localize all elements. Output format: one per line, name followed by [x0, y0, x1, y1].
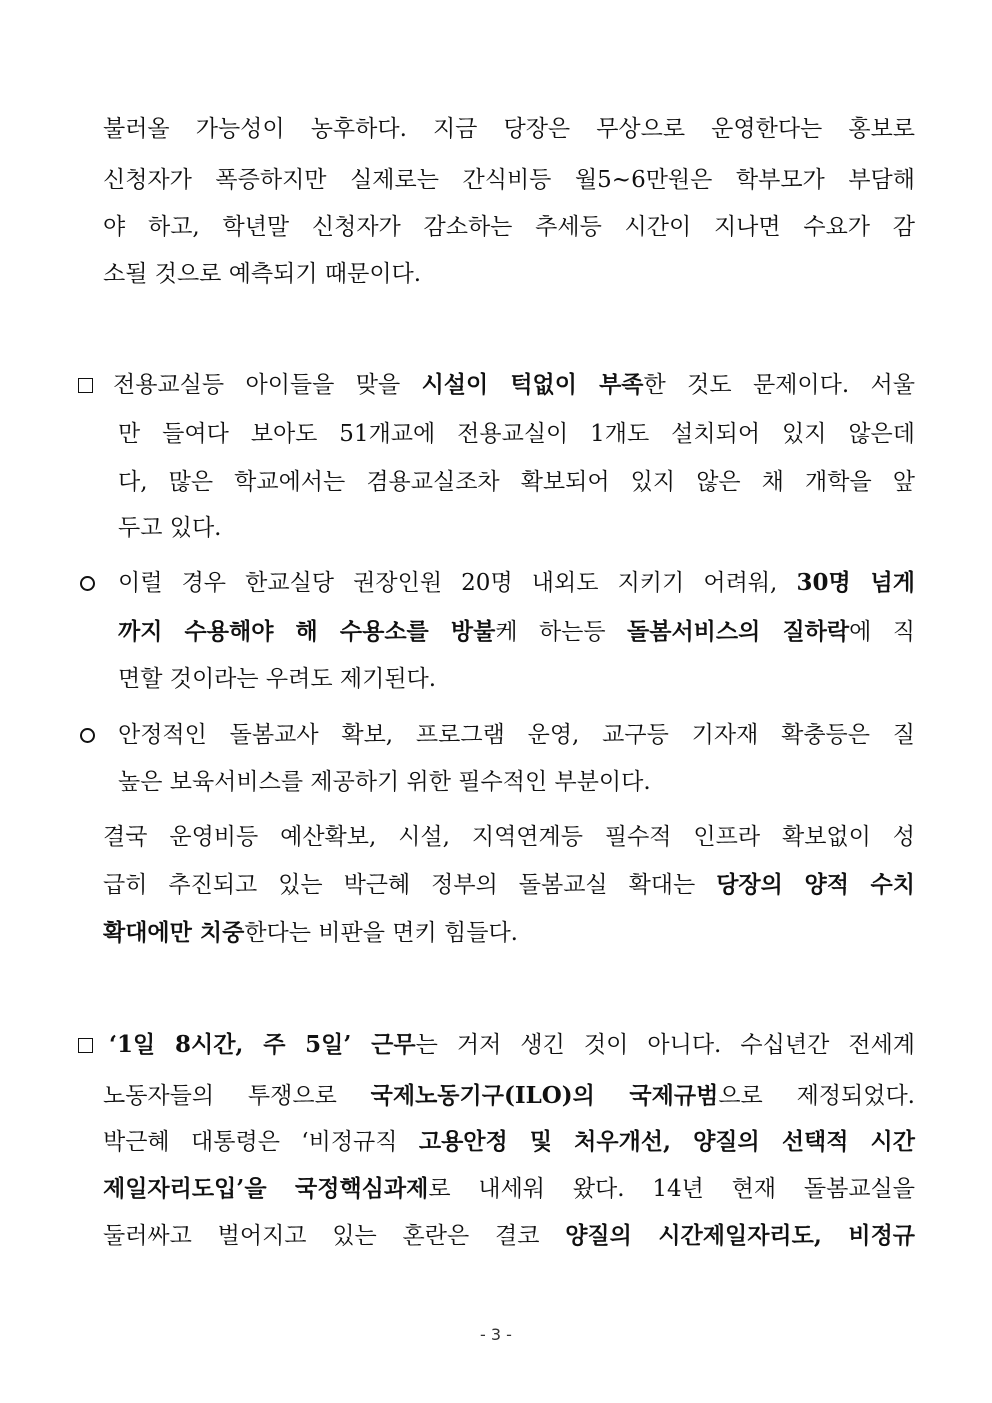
emphasis-text: 돌봄서비스의 질하락: [627, 618, 850, 645]
text-line: [103, 1174, 915, 1204]
text-span: 둘러싸고 벌어지고 있는 혼란은 결코: [103, 1223, 566, 1249]
text-line: [118, 568, 915, 598]
text-span: 한다는 비판을 면키 힘들다.: [244, 920, 518, 946]
text-line: 다, 많은 학교에서는 겸용교실조차 확보되어 있지 않은 채 개학을 앞: [118, 469, 915, 495]
text-line: 결국 운영비등 예산확보, 시설, 지역연계등 필수적 인프라 확보없이 성: [103, 824, 915, 850]
emphasis-text: ‘1일 8시간, 주 5일’ 근무: [109, 1031, 416, 1058]
text-line: 만 들여다 보아도 51개교에 전용교실이 1개도 설치되어 있지 않은데: [118, 421, 915, 447]
emphasis-text: 30명 넘게: [796, 569, 915, 596]
square-bullet-icon: [78, 1038, 93, 1053]
text-line: 소될 것으로 예측되기 때문이다.: [103, 261, 422, 287]
text-span: 노동자들의 투쟁으로: [103, 1083, 371, 1109]
emphasis-text: 고용안정 및 처우개선, 양질의 선택적 시간: [418, 1128, 915, 1155]
text-line: [113, 370, 915, 400]
text-line: 신청자가 폭증하지만 실제로는 간식비등 월5~6만원은 학부모가 부담해: [103, 167, 915, 193]
emphasis-text: 제일자리도입’을 국정핵심과제: [103, 1175, 429, 1202]
circle-bullet-icon: [80, 576, 95, 591]
text-line: [103, 1081, 915, 1111]
text-line: [103, 1221, 915, 1251]
emphasis-text: 시설이 턱없이 부족: [421, 371, 644, 398]
text-line: [118, 617, 915, 647]
text-line: 불러올 가능성이 농후하다. 지금 당장은 무상으로 운영한다는 홍보로: [103, 116, 915, 142]
text-span: 는 거저 생긴 것이 아니다. 수십년간 전세계: [415, 1032, 916, 1058]
text-line: 높은 보육서비스를 제공하기 위한 필수적인 부분이다.: [118, 769, 651, 795]
text-line: [103, 918, 915, 948]
text-span: 박근혜 대통령은 ‘비정규직: [103, 1129, 419, 1155]
emphasis-text: 확대에만 치중: [103, 919, 245, 946]
text-span: 급히 추진되고 있는 박근혜 정부의 돌봄교실 확대는: [103, 872, 717, 898]
text-line: 안정적인 돌봄교사 확보, 프로그램 운영, 교구등 기자재 확충등은 질: [118, 722, 915, 748]
text-line: 면할 것이라는 우려도 제기된다.: [118, 666, 437, 692]
text-span: 로 내세워 왔다. 14년 현재 돌봄교실을: [428, 1176, 915, 1202]
circle-bullet-icon: [80, 728, 95, 743]
emphasis-text: 당장의 양적 수치: [716, 871, 915, 898]
emphasis-text: 까지 수용해야 해 수용소를 방불: [118, 618, 496, 645]
text-line: 야 하고, 학년말 신청자가 감소하는 추세등 시간이 지나면 수요가 감: [103, 214, 915, 240]
emphasis-text: 양질의 시간제일자리도, 비정규: [565, 1222, 916, 1249]
text-line: [109, 1030, 915, 1060]
emphasis-text: 국제노동기구(ILO)의 국제규범: [370, 1082, 719, 1109]
text-span: 에 직: [849, 619, 915, 645]
text-span: 한 것도 문제이다. 서울: [643, 372, 915, 398]
text-line: 두고 있다.: [118, 515, 222, 541]
text-line: [103, 870, 915, 900]
text-line: [103, 1127, 915, 1157]
square-bullet-icon: [78, 378, 93, 393]
text-span: 전용교실등 아이들을 맞을: [113, 372, 422, 398]
text-span: 으로 제정되었다.: [718, 1083, 915, 1109]
page-number: - 3 -: [480, 1325, 512, 1344]
text-span: 이럴 경우 한교실당 권장인원 20명 내외도 지키기 어려워,: [118, 570, 797, 596]
text-span: 케 하는등: [495, 619, 628, 645]
